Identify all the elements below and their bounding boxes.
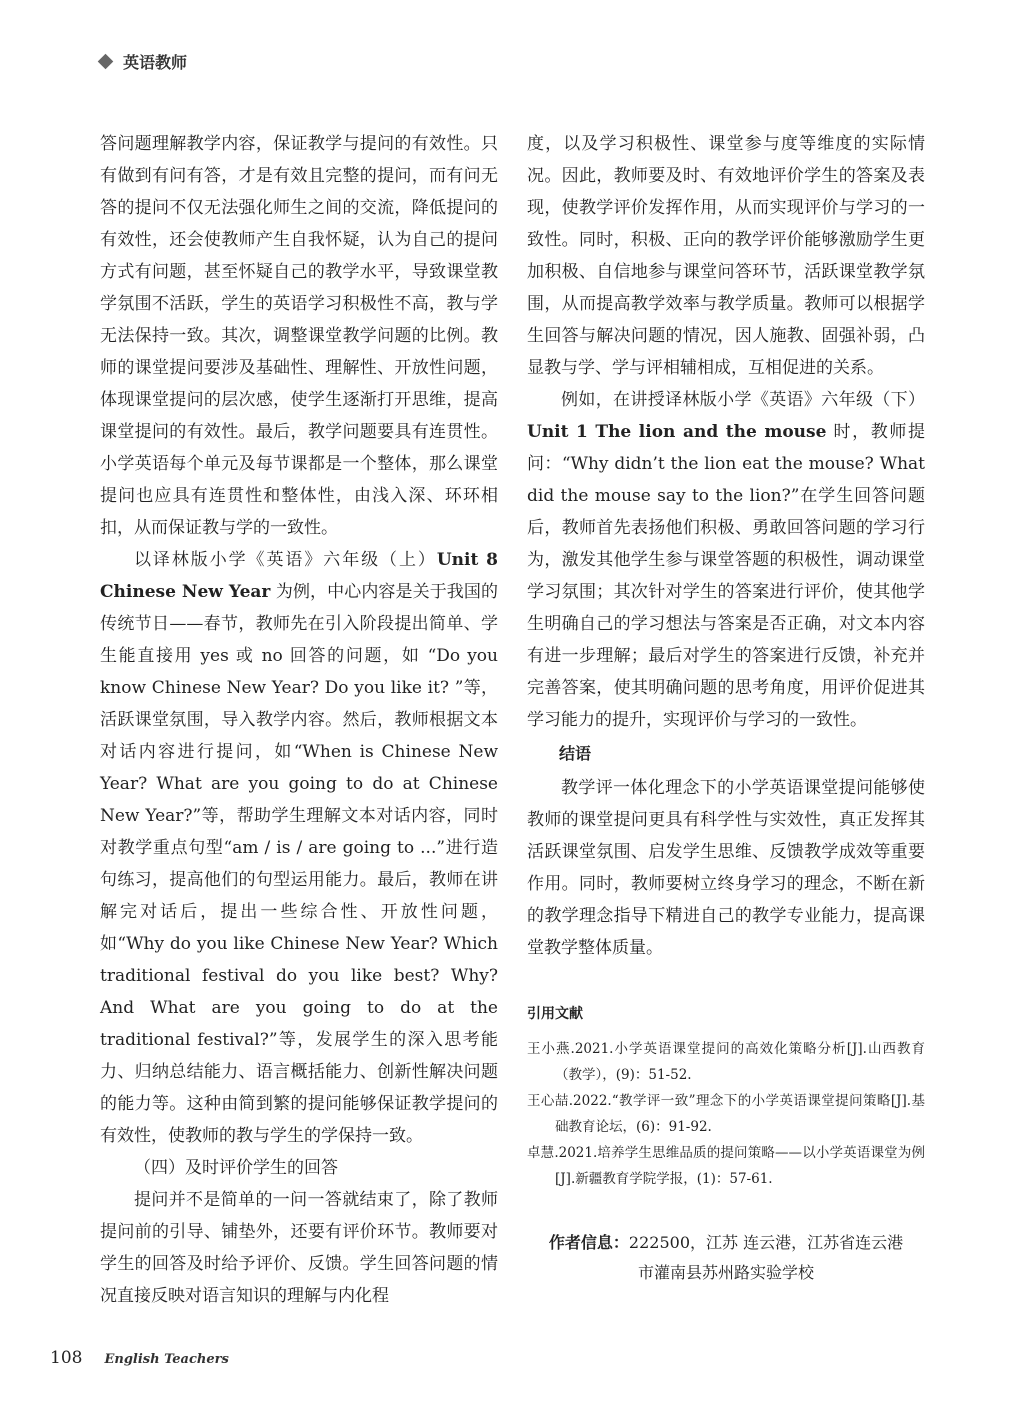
conclusion-heading: 结语 (559, 744, 592, 763)
page-number: 108 (50, 1348, 83, 1368)
author-address-line2: 市灌南县苏州路实验学校 (637, 1263, 814, 1282)
reference-item: 卓慧.2021.培养学生思维品质的提问策略——以小学英语课堂为例[J].新疆教育学院学报，(1)：57-61. (527, 1145, 925, 1187)
paragraph: 例如，在讲授译林版小学《英语》六年级（下）Unit 1 The lion and the mouse 时，教师提问：“Why didn’t the lion eat the mouse? What did the mouse say to the lion?”在学生回答问题后，教师首先表扬他们积极、勇敢回答问题的学习行为，激发其他学生参与课堂答题的积极性，调动课堂学习氛围；其次针对学生的答案进行评价，使其他学生明确自己的学习想法与答案是否正确，对文本内容有进一步理解；最后对学生的答案进行反馈，补充并完善答案，使其明确问题的思考角度，用评价促进其学习能力的提升，实现评价与学习的一致性。 (527, 390, 926, 730)
section-subheading: （四）及时评价学生的回答 (134, 1158, 338, 1178)
conclusion-paragraph: 教学评一体化理念下的小学英语课堂提问能够使教师的课堂提问更具有科学性与实效性，真正发挥其活跃课堂氛围、启发学生思维、反馈教学成效等重要作用。同时，教师要树立终身学习的理念，不断在新的教学理念指导下精进自己的教学专业能力，提高课堂教学整体质量。 (527, 778, 925, 958)
page-footer (50, 1348, 229, 1368)
section-title: 英语教师 (123, 53, 188, 72)
paragraph: 度，以及学习积极性、课堂参与度等维度的实际情况。因此，教师要及时、有效地评价学生的答案及表现，使教学评价发挥作用，从而实现评价与学习的一致性。同时，积极、正向的教学评价能够激励学生更加积极、自信地参与课堂问答环节，活跃课堂教学氛围，从而提高教学效率与教学质量。教师可以根据学生回答与解决问题的情况，因人施教、固强补弱，凸显教与学、学与评相辅相成，互相促进的关系。 (527, 134, 925, 378)
diamond-icon (98, 54, 114, 70)
paragraph: 以译林版小学《英语》六年级（上）Unit 8 Chinese New Year 为例，中心内容是关于我国的传统节日——春节，教师先在引入阶段提出简单、学生能直接用 yes 或 no 回答的问题，如 “Do you know Chinese New Year? Do you like it? ”等，活跃课堂氛围，导入教学内容。然后，教师根据文本对话内容进行提问，如“When is Chinese New Year? What are you going to do at Chinese New Year?”等，帮助学生理解文本对话内容，同时对教学重点句型“am / is / are going to ...”进行造句练习，提高他们的句型运用能力。最后，教师在讲解完对话后，提出一些综合性、开放性问题，如“Why do you like Chinese New Year? Which traditional festival do you like best? Why? And What are you going to do at the traditional festival?”等，发展学生的深入思考能力、归纳总结能力、语言概括能力、创新性解决问题的能力等。这种由简到繁的提问能够保证教学提问的有效性，使教师的教与学生的学保持一致。 (100, 550, 498, 1146)
paragraph: 提问并不是简单的一问一答就结束了，除了教师提问前的引导、铺垫外，还要有评价环节。教师要对学生的回答及时给予评价、反馈。学生回答问题的情况直接反映对语言知识的理解与内化程 (100, 1190, 498, 1306)
unit-title: Unit 1 The lion and the mouse (527, 422, 827, 442)
paragraph: 答问题理解教学内容，保证教学与提问的有效性。只有做到有问有答，才是有效且完整的提问，而有问无答的提问不仅无法强化师生之间的交流，降低提问的有效性，还会使教师产生自我怀疑，认为自己的提问方式有问题，甚至怀疑自己的教学水平，导致课堂教学氛围不活跃，学生的英语学习积极性不高，教与学无法保持一致。其次，调整课堂教学问题的比例。教师的课堂提问要涉及基础性、理解性、开放性问题，体现课堂提问的层次感，使学生逐渐打开思维，提高课堂提问的有效性。最后，教学问题要具有连贯性。小学英语每个单元及每节课都是一个整体，那么课堂提问也应具有连贯性和整体性，由浅入深、环环相扣，从而保证教与学的一致性。 (100, 134, 498, 538)
unit-title: Unit 8 Chinese New Year (100, 550, 498, 602)
author-info (527, 1228, 925, 1288)
author-label: 作者信息： (548, 1233, 629, 1252)
right-column (527, 128, 925, 1288)
journal-name: English Teachers (104, 1352, 229, 1367)
references-heading: 引用文献 (527, 1006, 583, 1022)
reference-item: 王心喆.2022.“教学评一致”理念下的小学英语课堂提问策略[J].基础教育论坛，(6)：91-92. (527, 1093, 925, 1135)
running-header (100, 50, 187, 73)
reference-item: 王小燕.2021.小学英语课堂提问的高效化策略分析[J].山西教育（教学），(9)：51-52. (527, 1041, 925, 1083)
left-column (100, 128, 498, 1312)
author-address-line1: 222500，江苏 连云港，江苏省连云港 (628, 1233, 904, 1252)
